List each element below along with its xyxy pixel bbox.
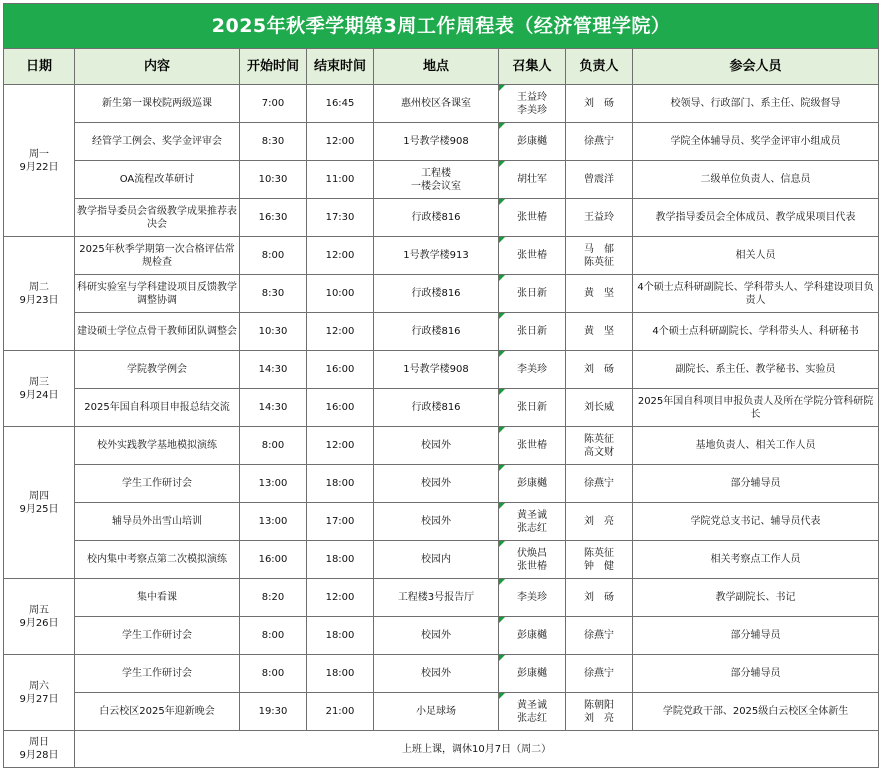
content-cell[interactable] [75,123,240,161]
start-time-cell[interactable] [240,161,307,199]
content-cell-text: 学生工作研讨会 [122,630,192,641]
note-cell[interactable] [75,731,879,768]
day-cell-text: 周二 9月23日 [19,281,59,306]
header-attendees: 参会人员 [633,49,879,85]
start-time-cell[interactable] [240,275,307,313]
page-title: 2025年秋季学期第3周工作周程表（经济管理学院） [4,4,879,49]
table-row [4,617,879,655]
content-cell-text: 学生工作研讨会 [122,478,192,489]
attendees-cell[interactable] [633,313,879,351]
attendees-cell-text: 二级单位负责人、信息员 [700,174,811,185]
location-cell[interactable] [374,123,499,161]
location-cell[interactable] [374,693,499,731]
schedule-body [4,85,879,768]
end-time-cell-text: 18:00 [325,630,355,641]
attendees-cell-text: 4个硕士点科研副院长、学科带头人、学科建设项目负责人 [637,281,874,306]
table-row [4,503,879,541]
attendees-cell-text: 2025年国自科项目申报负责人及所在学院分管科研院长 [637,395,874,420]
end-time-cell[interactable] [307,313,374,351]
convener-cell-text: 伏焕昌 张世椿 [517,547,547,572]
day-cell[interactable] [4,655,75,731]
start-time-cell[interactable] [240,85,307,123]
start-time-cell-text: 8:30 [261,136,285,147]
header-location: 地点 [374,49,499,85]
location-cell-text: 校园外 [421,478,451,489]
attendees-cell[interactable] [633,199,879,237]
location-cell-text: 行政楼816 [411,402,461,413]
content-cell[interactable] [75,199,240,237]
convener-cell[interactable] [499,351,566,389]
day-cell[interactable] [4,731,75,768]
start-time-cell-text: 7:00 [261,98,285,109]
end-time-cell[interactable] [307,655,374,693]
table-row [4,275,879,313]
table-row [4,427,879,465]
end-time-cell[interactable] [307,465,374,503]
location-cell-text: 1号教学楼908 [403,136,469,147]
end-time-cell-text: 11:00 [325,174,355,185]
owner-cell[interactable] [566,237,633,275]
content-cell[interactable] [75,693,240,731]
day-cell[interactable] [4,579,75,655]
end-time-cell[interactable] [307,579,374,617]
location-cell[interactable] [374,655,499,693]
owner-cell[interactable] [566,579,633,617]
content-cell-text: 学生工作研讨会 [122,668,192,679]
attendees-cell-text: 相关人员 [735,250,776,261]
attendees-cell-text: 学院党总支书记、辅导员代表 [690,516,821,527]
start-time-cell[interactable] [240,465,307,503]
content-cell-text: 经管学工例会、奖学金评审会 [92,136,222,147]
convener-cell[interactable] [499,693,566,731]
note-cell-text: 上班上课，调休10月7日（周二） [402,743,552,755]
start-time-cell[interactable] [240,541,307,579]
location-cell[interactable] [374,427,499,465]
content-cell-text: 辅导员外出雪山培训 [112,516,202,527]
end-time-cell[interactable] [307,237,374,275]
location-cell[interactable] [374,351,499,389]
attendees-cell[interactable] [633,123,879,161]
end-time-cell[interactable] [307,123,374,161]
start-time-cell-text: 8:00 [261,440,285,451]
attendees-cell[interactable] [633,579,879,617]
convener-cell-text: 张世椿 [517,250,547,261]
attendees-cell[interactable] [633,237,879,275]
attendees-cell[interactable] [633,275,879,313]
content-cell[interactable] [75,503,240,541]
content-cell-text: 科研实验室与学科建设项目反馈教学调整协调 [77,281,237,306]
start-time-cell-text: 10:30 [258,326,288,337]
convener-cell-text: 张世椿 [517,440,547,451]
convener-cell[interactable] [499,199,566,237]
attendees-cell[interactable] [633,617,879,655]
start-time-cell[interactable] [240,313,307,351]
owner-cell[interactable] [566,351,633,389]
owner-cell-text: 曾震洋 [584,174,614,185]
table-row [4,731,879,768]
header-row [4,49,879,85]
attendees-cell[interactable] [633,465,879,503]
table-row [4,237,879,275]
day-cell-text: 周日 9月28日 [19,737,59,761]
start-time-cell[interactable] [240,199,307,237]
location-cell-text: 工程楼 一楼会议室 [411,167,461,192]
end-time-cell-text: 16:00 [325,364,355,375]
content-cell-text: 教学指导委员会省级教学成果推荐表决会 [77,205,237,230]
attendees-cell-text: 部分辅导员 [730,668,781,679]
content-cell-text: 2025年国自科项目申报总结交流 [84,402,230,413]
table-row [4,579,879,617]
convener-cell-text: 彭康樾 [517,668,547,679]
attendees-cell[interactable] [633,541,879,579]
day-cell[interactable] [4,237,75,351]
start-time-cell[interactable] [240,503,307,541]
owner-cell[interactable] [566,313,633,351]
attendees-cell[interactable] [633,427,879,465]
convener-cell-text: 王益玲 李美珍 [517,91,547,116]
content-cell-text: 白云校区2025年迎新晚会 [99,706,215,717]
location-cell[interactable] [374,579,499,617]
owner-cell-text: 刘长威 [584,402,614,413]
location-cell-text: 行政楼816 [411,288,461,299]
start-time-cell[interactable] [240,351,307,389]
location-cell[interactable] [374,389,499,427]
attendees-cell-text: 教学副院长、书记 [715,592,796,603]
start-time-cell-text: 16:00 [258,554,288,565]
owner-cell-text: 刘 砀 [584,592,614,603]
end-time-cell-text: 17:30 [325,212,355,223]
end-time-cell-text: 10:00 [325,288,355,299]
start-time-cell-text: 14:30 [258,402,288,413]
start-time-cell[interactable] [240,693,307,731]
attendees-cell[interactable] [633,503,879,541]
content-cell[interactable] [75,579,240,617]
convener-cell[interactable] [499,579,566,617]
end-time-cell-text: 12:00 [325,250,355,261]
content-cell[interactable] [75,313,240,351]
end-time-cell[interactable] [307,275,374,313]
start-time-cell[interactable] [240,427,307,465]
content-cell[interactable] [75,161,240,199]
day-cell[interactable] [4,85,75,237]
content-cell[interactable] [75,655,240,693]
start-time-cell[interactable] [240,123,307,161]
location-cell-text: 校园外 [421,668,451,679]
content-cell[interactable] [75,465,240,503]
owner-cell[interactable] [566,161,633,199]
table-row [4,123,879,161]
location-cell[interactable] [374,199,499,237]
header-owner: 负责人 [566,49,633,85]
owner-cell[interactable] [566,427,633,465]
convener-cell-text: 黄圣诚 张志红 [517,509,547,534]
owner-cell[interactable] [566,275,633,313]
end-time-cell-text: 17:00 [325,516,355,527]
location-cell-text: 工程楼3号报告厅 [397,592,475,603]
end-time-cell[interactable] [307,541,374,579]
owner-cell-text: 黄 坚 [584,288,614,299]
start-time-cell-text: 14:30 [258,364,288,375]
table-row [4,313,879,351]
end-time-cell[interactable] [307,199,374,237]
end-time-cell-text: 12:00 [325,592,355,603]
owner-cell[interactable] [566,693,633,731]
end-time-cell[interactable] [307,617,374,655]
content-cell[interactable] [75,275,240,313]
owner-cell-text: 徐燕宁 [584,668,614,679]
table-row [4,85,879,123]
start-time-cell-text: 10:30 [258,174,288,185]
header-content: 内容 [75,49,240,85]
owner-cell[interactable] [566,199,633,237]
end-time-cell[interactable] [307,161,374,199]
header-end-time: 结束时间 [307,49,374,85]
owner-cell[interactable] [566,465,633,503]
location-cell[interactable] [374,541,499,579]
schedule-table [3,3,879,768]
location-cell[interactable] [374,237,499,275]
end-time-cell-text: 18:00 [325,554,355,565]
convener-cell[interactable] [499,237,566,275]
attendees-cell-text: 校领导、行政部门、系主任、院级督导 [670,98,841,109]
table-row [4,693,879,731]
location-cell[interactable] [374,503,499,541]
table-row [4,465,879,503]
convener-cell[interactable] [499,161,566,199]
table-row [4,541,879,579]
content-cell-text: 建设硕士学位点骨干教师团队调整会 [77,326,237,337]
day-cell-text: 周五 9月26日 [19,604,59,629]
end-time-cell-text: 21:00 [325,706,355,717]
start-time-cell-text: 13:00 [258,478,288,489]
attendees-cell-text: 相关考察点工作人员 [710,554,801,565]
end-time-cell[interactable] [307,389,374,427]
convener-cell-text: 张日新 [517,288,547,299]
attendees-cell-text: 学院全体辅导员、奖学金评审小组成员 [670,136,841,147]
convener-cell-text: 李美珍 [517,592,547,603]
owner-cell[interactable] [566,389,633,427]
owner-cell-text: 陈朝阳 刘 亮 [584,699,614,724]
attendees-cell-text: 部分辅导员 [730,478,781,489]
convener-cell[interactable] [499,85,566,123]
owner-cell[interactable] [566,123,633,161]
content-cell[interactable] [75,237,240,275]
start-time-cell-text: 8:00 [261,668,285,679]
start-time-cell[interactable] [240,579,307,617]
end-time-cell[interactable] [307,427,374,465]
owner-cell-text: 刘 砀 [584,364,614,375]
location-cell-text: 校园外 [421,440,451,451]
convener-cell-text: 张日新 [517,402,547,413]
content-cell[interactable] [75,617,240,655]
content-cell-text: 2025年秋季学期第一次合格评估常规检查 [79,243,235,268]
end-time-cell[interactable] [307,351,374,389]
attendees-cell-text: 学院党政干部、2025级白云校区全体新生 [662,706,849,717]
location-cell[interactable] [374,85,499,123]
attendees-cell-text: 部分辅导员 [730,630,781,641]
start-time-cell-text: 19:30 [258,706,288,717]
start-time-cell-text: 8:00 [261,630,285,641]
attendees-cell[interactable] [633,693,879,731]
header-convener: 召集人 [499,49,566,85]
start-time-cell[interactable] [240,389,307,427]
convener-cell[interactable] [499,541,566,579]
location-cell-text: 校园内 [421,554,451,565]
owner-cell-text: 徐燕宁 [584,630,614,641]
convener-cell-text: 彭康樾 [517,136,547,147]
owner-cell-text: 徐燕宁 [584,478,614,489]
end-time-cell[interactable] [307,503,374,541]
convener-cell-text: 彭康樾 [517,630,547,641]
location-cell[interactable] [374,617,499,655]
content-cell-text: 新生第一课校院两级巡课 [102,98,212,109]
convener-cell-text: 黄圣诚 张志红 [517,699,547,724]
owner-cell[interactable] [566,85,633,123]
content-cell[interactable] [75,389,240,427]
location-cell-text: 校园外 [421,516,451,527]
owner-cell-text: 陈英征 高文财 [584,433,614,458]
attendees-cell[interactable] [633,161,879,199]
start-time-cell-text: 13:00 [258,516,288,527]
convener-cell-text: 彭康樾 [517,478,547,489]
location-cell-text: 小足球场 [416,706,456,717]
content-cell-text: 学院教学例会 [127,364,187,375]
end-time-cell-text: 12:00 [325,136,355,147]
table-row [4,199,879,237]
attendees-cell[interactable] [633,389,879,427]
start-time-cell-text: 16:30 [258,212,288,223]
owner-cell[interactable] [566,617,633,655]
owner-cell[interactable] [566,655,633,693]
convener-cell-text: 李美珍 [517,364,547,375]
location-cell-text: 行政楼816 [411,326,461,337]
day-cell-text: 周一 9月22日 [19,148,59,173]
convener-cell[interactable] [499,503,566,541]
convener-cell[interactable] [499,123,566,161]
convener-cell[interactable] [499,655,566,693]
start-time-cell-text: 8:20 [261,592,285,603]
convener-cell[interactable] [499,465,566,503]
day-cell-text: 周六 9月27日 [19,680,59,705]
owner-cell-text: 马 郁 陈英征 [584,243,614,268]
end-time-cell-text: 18:00 [325,478,355,489]
attendees-cell-text: 4个硕士点科研副院长、学科带头人、科研秘书 [652,326,859,337]
location-cell[interactable] [374,161,499,199]
owner-cell[interactable] [566,503,633,541]
location-cell[interactable] [374,313,499,351]
location-cell-text: 行政楼816 [411,212,461,223]
owner-cell-text: 刘 亮 [584,516,614,527]
header-date: 日期 [4,49,75,85]
attendees-cell[interactable] [633,351,879,389]
content-cell-text: 校内集中考察点第二次模拟演练 [87,554,227,565]
content-cell[interactable] [75,541,240,579]
end-time-cell-text: 16:45 [325,98,355,109]
table-row [4,161,879,199]
day-cell[interactable] [4,427,75,579]
convener-cell-text: 张日新 [517,326,547,337]
convener-cell[interactable] [499,275,566,313]
start-time-cell-text: 8:00 [261,250,285,261]
location-cell-text: 1号教学楼908 [403,364,469,375]
content-cell[interactable] [75,427,240,465]
convener-cell[interactable] [499,389,566,427]
owner-cell[interactable] [566,541,633,579]
attendees-cell[interactable] [633,85,879,123]
end-time-cell-text: 18:00 [325,668,355,679]
start-time-cell[interactable] [240,237,307,275]
owner-cell-text: 黄 坚 [584,326,614,337]
location-cell[interactable] [374,275,499,313]
location-cell-text: 校园外 [421,630,451,641]
end-time-cell-text: 12:00 [325,440,355,451]
start-time-cell[interactable] [240,617,307,655]
attendees-cell[interactable] [633,655,879,693]
convener-cell[interactable] [499,427,566,465]
table-row [4,389,879,427]
header-start-time: 开始时间 [240,49,307,85]
day-cell-text: 周三 9月24日 [19,376,59,401]
attendees-cell-text: 基地负责人、相关工作人员 [695,440,816,451]
convener-cell-text: 张世椿 [517,212,547,223]
attendees-cell-text: 教学指导委员会全体成员、教学成果项目代表 [655,212,856,223]
start-time-cell[interactable] [240,655,307,693]
content-cell-text: 校外实践教学基地模拟演练 [97,440,217,451]
location-cell[interactable] [374,465,499,503]
convener-cell-text: 胡壮军 [517,174,547,185]
location-cell-text: 惠州校区各课室 [401,98,471,109]
attendees-cell-text: 副院长、系主任、教学秘书、实验员 [675,364,836,375]
location-cell-text: 1号教学楼913 [403,250,469,261]
table-row [4,655,879,693]
content-cell-text: OA流程改革研讨 [119,174,195,185]
day-cell[interactable] [4,351,75,427]
table-row [4,351,879,389]
end-time-cell-text: 12:00 [325,326,355,337]
day-cell-text: 周四 9月25日 [19,490,59,515]
content-cell[interactable] [75,85,240,123]
end-time-cell[interactable] [307,693,374,731]
content-cell[interactable] [75,351,240,389]
convener-cell[interactable] [499,617,566,655]
owner-cell-text: 陈英征 钟 健 [584,547,614,572]
owner-cell-text: 刘 砀 [584,98,614,109]
convener-cell[interactable] [499,313,566,351]
end-time-cell-text: 16:00 [325,402,355,413]
content-cell-text: 集中看课 [137,592,177,603]
owner-cell-text: 徐燕宁 [584,136,614,147]
start-time-cell-text: 8:30 [261,288,285,299]
end-time-cell[interactable] [307,85,374,123]
owner-cell-text: 王益玲 [584,212,614,223]
